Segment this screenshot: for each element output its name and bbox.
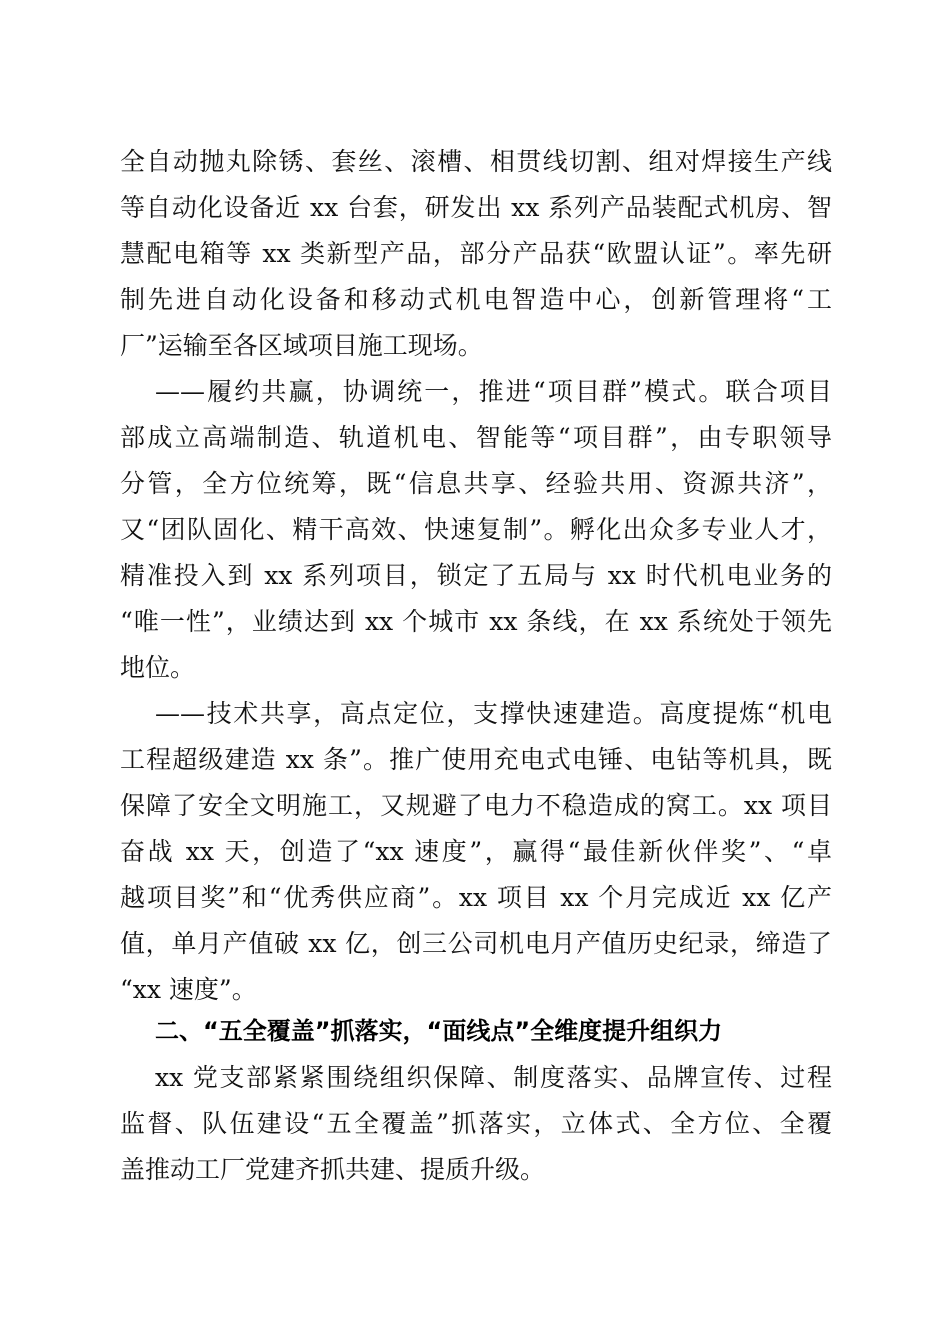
paragraph-line: ——履约共赢，协调统一，推进“项目群”模式。联合项目 bbox=[155, 377, 832, 406]
paragraph-line: “唯一性”，业绩达到 xx 个城市 xx 条线，在 xx 系统处于领先 bbox=[120, 607, 832, 636]
paragraph-line: 又“团队固化、精干高效、快速复制”。孵化出众多专业人才， bbox=[120, 515, 832, 544]
paragraph-line: 奋战 xx 天，创造了“xx 速度”，赢得“最佳新伙伴奖”、“卓 bbox=[120, 837, 832, 866]
paragraph-line: 精准投入到 xx 系列项目，锁定了五局与 xx 时代机电业务的 bbox=[120, 561, 832, 590]
paragraph-line: xx 党支部紧紧围绕组织保障、制度落实、品牌宣传、过程 bbox=[155, 1063, 832, 1092]
paragraph-line: “xx 速度”。 bbox=[120, 975, 257, 1004]
paragraph-line: 制先进自动化设备和移动式机电智造中心，创新管理将“工 bbox=[120, 285, 832, 314]
paragraph-line: 越项目奖”和“优秀供应商”。xx 项目 xx 个月完成近 xx 亿产 bbox=[120, 883, 832, 912]
paragraph-line: 等自动化设备近 xx 台套，研发出 xx 系列产品装配式机房、智 bbox=[120, 193, 832, 222]
paragraph-line: 监督、队伍建设“五全覆盖”抓落实，立体式、全方位、全覆 bbox=[120, 1109, 832, 1138]
paragraph-line: ——技术共享，高点定位，支撑快速建造。高度提炼“机电 bbox=[155, 699, 832, 728]
paragraph-line: 保障了安全文明施工，又规避了电力不稳造成的窝工。xx 项目 bbox=[120, 791, 832, 820]
paragraph-line: 部成立高端制造、轨道机电、智能等“项目群”，由专职领导 bbox=[120, 423, 832, 452]
paragraph-line: 工程超级建造 xx 条”。推广使用充电式电锤、电钻等机具，既 bbox=[120, 745, 832, 774]
paragraph-line: 地位。 bbox=[120, 653, 196, 682]
section-heading: 二、“五全覆盖”抓落实，“面线点”全维度提升组织力 bbox=[155, 1017, 723, 1045]
paragraph-line: 慧配电箱等 xx 类新型产品，部分产品获“欧盟认证”。率先研 bbox=[120, 239, 832, 268]
paragraph-line: 厂”运输至各区域项目施工现场。 bbox=[120, 331, 483, 360]
paragraph-line: 盖推动工厂党建齐抓共建、提质升级。 bbox=[120, 1155, 546, 1184]
paragraph-line: 分管，全方位统筹，既“信息共享、经验共用、资源共济”， bbox=[120, 469, 832, 498]
paragraph-line: 值，单月产值破 xx 亿，创三公司机电月产值历史纪录，缔造了 bbox=[120, 929, 832, 958]
paragraph-line: 全自动抛丸除锈、套丝、滚槽、相贯线切割、组对焊接生产线 bbox=[120, 147, 832, 176]
